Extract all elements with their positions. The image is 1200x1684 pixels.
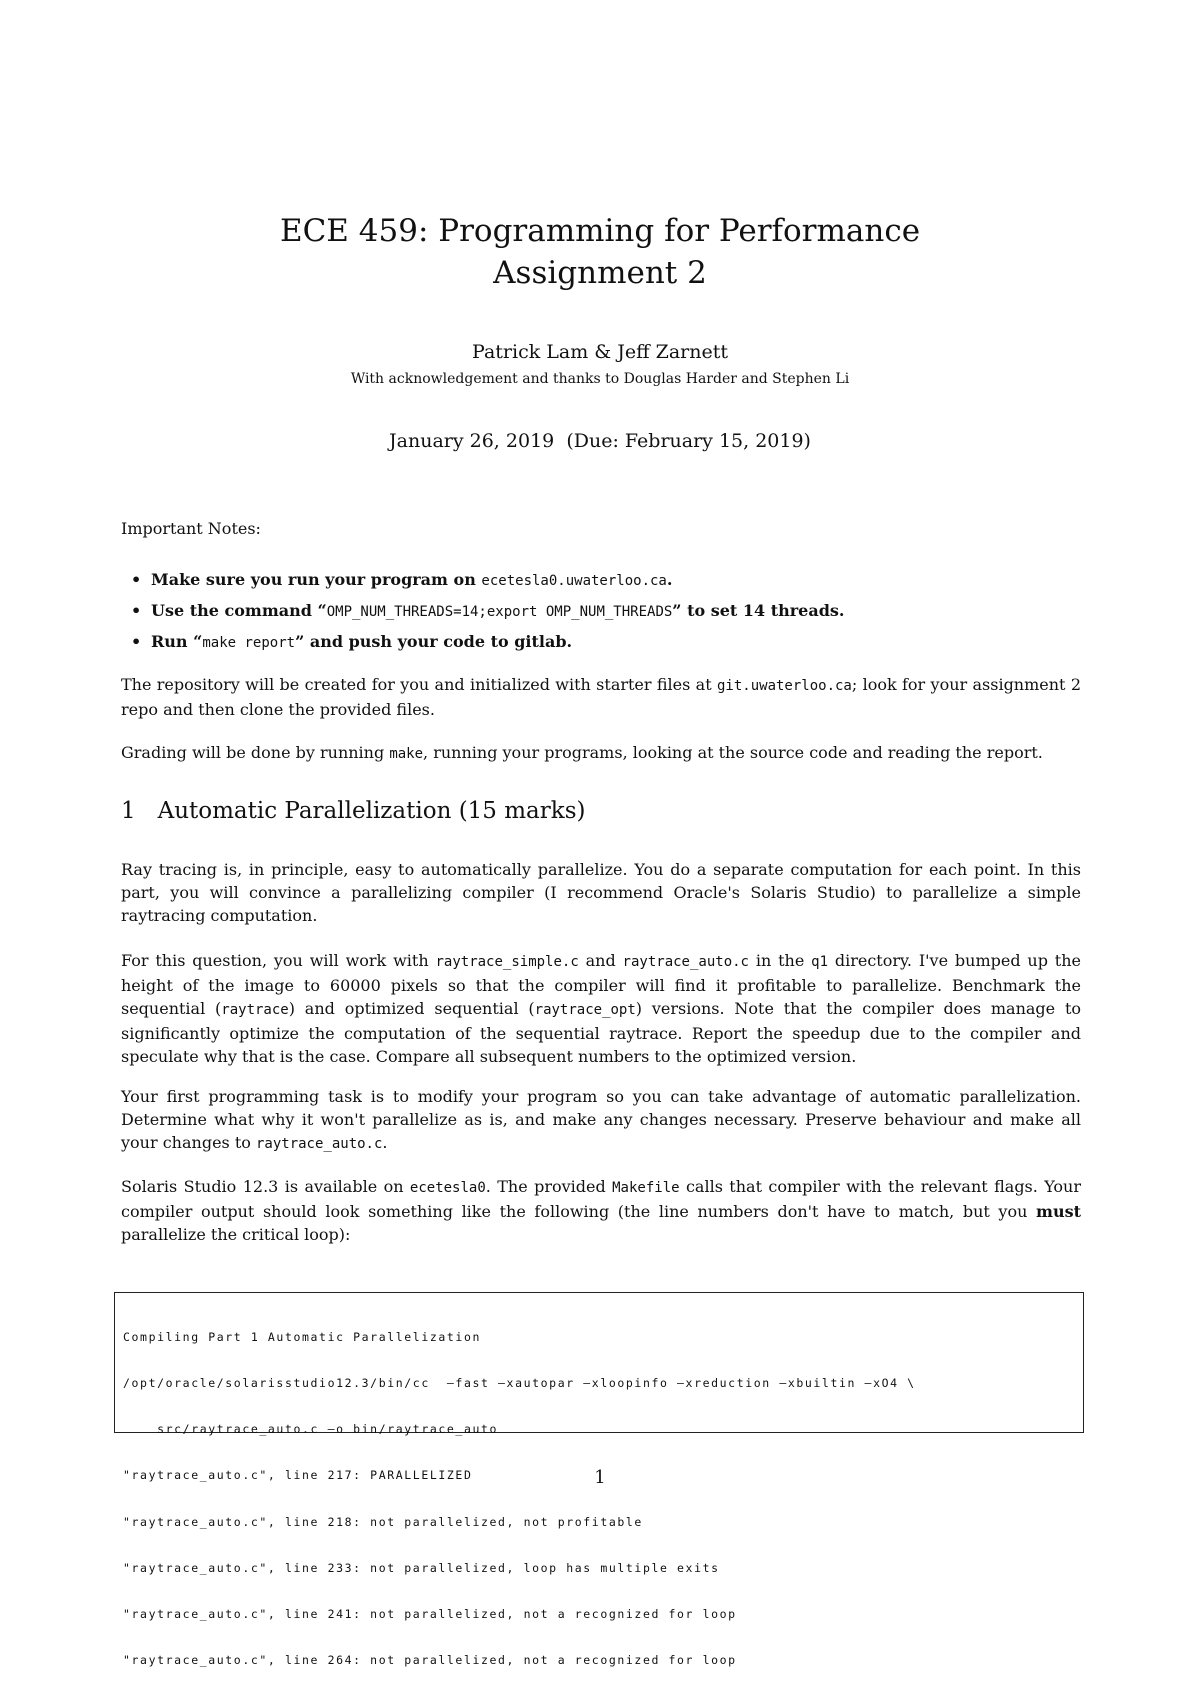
notes-heading: Important Notes: bbox=[121, 519, 261, 538]
title-line-1: ECE 459: Programming for Performance bbox=[279, 213, 921, 249]
code-line: Compiling Part 1 Automatic Parallelization bbox=[123, 1329, 481, 1344]
authors: Patrick Lam & Jeff Zarnett bbox=[472, 341, 728, 363]
inline-code: raytrace_simple.c bbox=[435, 954, 579, 970]
inline-code: OMP_NUM_THREADS=14;export OMP_NUM_THREADS bbox=[326, 604, 673, 620]
code-line: "raytrace_auto.c", line 241: not parallelized, not a recognized for loop bbox=[123, 1607, 737, 1622]
inline-code: raytrace bbox=[221, 1002, 289, 1018]
inline-code: make report bbox=[202, 635, 296, 651]
inline-code: raytrace_opt bbox=[534, 1002, 636, 1018]
inline-code: raytrace_auto.c bbox=[622, 954, 749, 970]
section-paragraph-2: For this question, you will work with raytrace_simple.c and raytrace_auto.c in the q1 directory. I've bumped up the height of the image to 60000 pixels so that the compiler will find it profitable to parallelize. Benchmark the sequential (raytrace) and optimized sequential (raytrace_opt) versions. Note that the compiler does manage to significantly optimize the computation of the sequential raytrace. Report the speedup due to the compiler and speculate why that is the case. Compare all subsequent numbers to the optimized version. bbox=[121, 951, 1082, 1066]
inline-code: ecetesla0 bbox=[409, 1180, 486, 1196]
date-line: January 26, 2019 (Due: February 15, 2019) bbox=[389, 430, 811, 452]
code-line: src/raytrace_auto.c —o bin/raytrace_auto bbox=[123, 1422, 499, 1437]
grading-paragraph: Grading will be done by running make, running your programs, looking at the source code and reading the report. bbox=[121, 743, 1043, 762]
code-line: "raytrace_auto.c", line 217: PARALLELIZED bbox=[123, 1468, 473, 1483]
inline-code: make bbox=[389, 746, 424, 762]
inline-code: Makefile bbox=[612, 1180, 680, 1196]
section-paragraph-3: Your first programming task is to modify your program so you can take advantage of automatic parallelization. Determine what why it won't parallelize as is, and make any changes necessary. Preserve behaviour and make all your changes to raytrace_auto.c. bbox=[121, 1087, 1081, 1152]
code-line: /opt/oracle/solarisstudio12.3/bin/cc —fast —xautopar —xloopinfo —xreduction —xbuiltin —xO4 \ bbox=[123, 1376, 916, 1391]
section-heading bbox=[121, 796, 585, 826]
inline-code: git.uwaterloo.ca bbox=[717, 678, 852, 694]
title-line-2: Assignment 2 bbox=[493, 255, 707, 291]
inline-code: q1 bbox=[811, 954, 828, 970]
section-title: Automatic Parallelization (15 marks) bbox=[157, 798, 586, 824]
code-line: "raytrace_auto.c", line 218: not parallelized, not profitable bbox=[123, 1514, 643, 1529]
note-item: • Run “make report” and push your code to gitlab. bbox=[131, 627, 1071, 658]
code-line: "raytrace_auto.c", line 233: not parallelized, loop has multiple exits bbox=[123, 1560, 720, 1575]
code-line: "raytrace_auto.c", line 264: not parallelized, not a recognized for loop bbox=[123, 1653, 737, 1668]
compiler-output-listing bbox=[114, 1292, 1084, 1668]
notes-list bbox=[131, 565, 1071, 658]
inline-code: raytrace_auto.c bbox=[255, 1136, 383, 1152]
acknowledgement: With acknowledgement and thanks to Douglas Harder and Stephen Li bbox=[350, 371, 850, 387]
repo-paragraph: The repository will be created for you and initialized with starter files at git.uwaterloo.ca; look for your assignment 2 repo and then clone the provided files. bbox=[121, 675, 1082, 719]
section-paragraph-4: Solaris Studio 12.3 is available on ecetesla0. The provided Makefile calls that compiler with the relevant flags. Your compiler output should look something like the following (the line numbers don't have to match, but you must parallelize the critical loop): bbox=[121, 1177, 1082, 1244]
inline-code: ecetesla0.uwaterloo.ca bbox=[481, 573, 667, 589]
note-item: • Make sure you run your program on ecetesla0.uwaterloo.ca. bbox=[131, 565, 1071, 596]
section-number: 1 bbox=[121, 798, 136, 824]
document-title bbox=[0, 210, 1200, 294]
section-paragraph-1: Ray tracing is, in principle, easy to automatically parallelize. You do a separate computation for each point. In this part, you will convince a parallelizing compiler (I recommend Oracle's Solaris Studio) to parallelize a simple raytracing computation. bbox=[121, 860, 1081, 925]
emphasis-must: must bbox=[1036, 1202, 1081, 1221]
page-number: 1 bbox=[594, 1467, 606, 1488]
note-item: • Use the command “OMP_NUM_THREADS=14;export OMP_NUM_THREADS” to set 14 threads. bbox=[131, 596, 1071, 627]
